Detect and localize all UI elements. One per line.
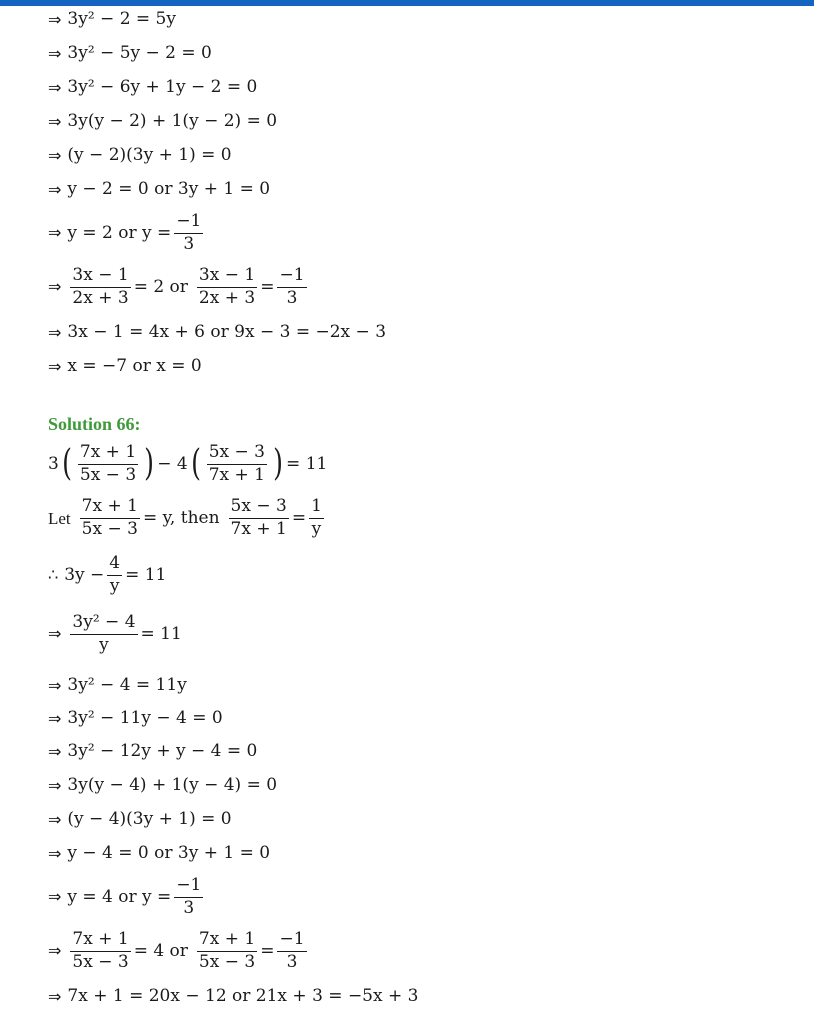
step-line <box>48 181 270 198</box>
fraction <box>80 498 140 539</box>
implies-symbol: ⇒ <box>48 675 62 695</box>
numerator: −1 <box>174 877 203 898</box>
denominator: 2x + 3 <box>198 287 256 308</box>
numerator: 3x − 1 <box>197 267 257 288</box>
equation: y − 4 = 0 or 3y + 1 = 0 <box>67 843 271 863</box>
implies-symbol: ⇒ <box>48 43 62 63</box>
denominator: 7x + 1 <box>230 518 287 539</box>
step-line <box>48 213 206 254</box>
numerator: 5x − 3 <box>229 498 289 519</box>
step-line <box>48 988 418 1005</box>
implies-symbol: ⇒ <box>48 887 62 907</box>
fraction <box>70 267 130 308</box>
equals-sign: = <box>260 940 275 961</box>
denominator: 3 <box>183 897 195 918</box>
implies-symbol: ⇒ <box>48 179 62 199</box>
equation: = 11 <box>140 623 182 644</box>
implies-symbol: ⇒ <box>48 277 62 297</box>
equation: 3y(y − 2) + 1(y − 2) = 0 <box>67 111 278 131</box>
solution-heading: Solution 66: <box>48 414 141 434</box>
implies-symbol: ⇒ <box>48 941 62 961</box>
fraction <box>277 267 306 308</box>
implies-symbol: ⇒ <box>48 986 62 1006</box>
fraction <box>70 614 137 655</box>
step-line <box>48 811 232 828</box>
equation: x = −7 or x = 0 <box>67 356 202 376</box>
fraction <box>70 931 130 972</box>
fraction <box>207 444 267 485</box>
equation: y = 4 or y = <box>67 886 172 907</box>
numerator: 5x − 3 <box>207 444 267 465</box>
equation: = 4 or <box>133 940 188 961</box>
numerator: 7x + 1 <box>80 498 140 519</box>
denominator: 3 <box>286 951 298 972</box>
denominator: 7x + 1 <box>208 464 265 485</box>
step-line <box>48 710 223 727</box>
substitution-line <box>48 498 327 539</box>
step-line <box>48 113 277 130</box>
step-line <box>48 877 206 918</box>
denominator: y <box>109 575 120 596</box>
denominator: 3 <box>286 287 298 308</box>
implies-symbol: ⇒ <box>48 809 62 829</box>
equation: 3y² − 5y − 2 = 0 <box>67 43 212 63</box>
equation: (y − 2)(3y + 1) = 0 <box>67 145 232 165</box>
step-line <box>48 11 176 28</box>
fraction <box>197 267 257 308</box>
denominator: y <box>311 518 322 539</box>
implies-symbol: ⇒ <box>48 843 62 863</box>
denominator: 5x − 3 <box>198 951 256 972</box>
step-line <box>48 743 257 760</box>
step-line <box>48 845 270 862</box>
equation: 3y² − 6y + 1y − 2 = 0 <box>67 77 258 97</box>
equation: = 2 or <box>133 276 188 297</box>
equation: 3y² − 4 = 11y <box>67 675 187 695</box>
fraction <box>309 498 324 539</box>
equals-sign: = <box>260 276 275 297</box>
step-line <box>48 614 182 655</box>
fraction <box>229 498 289 539</box>
denominator: 2x + 3 <box>72 287 129 308</box>
numerator: 3y² − 4 <box>70 614 137 635</box>
implies-symbol: ⇒ <box>48 111 62 131</box>
equation: 7x + 1 = 20x − 12 or 21x + 3 = −5x + 3 <box>67 986 419 1006</box>
step-line <box>48 79 257 96</box>
implies-symbol: ⇒ <box>48 77 62 97</box>
equation: 3y² − 2 = 5y <box>67 9 176 29</box>
implies-symbol: ⇒ <box>48 741 62 761</box>
fraction <box>174 877 203 918</box>
numerator: 4 <box>107 555 122 576</box>
step-line <box>48 147 232 164</box>
step-line <box>48 45 212 62</box>
equation: = 11 <box>286 453 328 474</box>
fraction <box>78 444 138 485</box>
fraction <box>277 931 306 972</box>
denominator: 5x − 3 <box>81 518 138 539</box>
implies-symbol: ⇒ <box>48 223 62 243</box>
step-line <box>48 324 386 341</box>
numerator: −1 <box>174 213 203 234</box>
implies-symbol: ⇒ <box>48 624 62 644</box>
denominator: 5x − 3 <box>72 951 129 972</box>
implies-symbol: ⇒ <box>48 356 62 376</box>
numerator: −1 <box>277 267 306 288</box>
fraction <box>197 931 257 972</box>
let-word: Let <box>48 508 71 528</box>
implies-symbol: ⇒ <box>48 775 62 795</box>
denominator: y <box>99 634 109 655</box>
equation: (y − 4)(3y + 1) = 0 <box>67 809 232 829</box>
equation: y = 2 or y = <box>67 222 172 243</box>
equation: = 11 <box>125 564 167 585</box>
step-line <box>48 777 277 794</box>
step-line <box>48 555 166 596</box>
fraction <box>174 213 203 254</box>
numerator: 7x + 1 <box>197 931 257 952</box>
fraction <box>107 555 122 596</box>
implies-symbol: ⇒ <box>48 322 62 342</box>
equation: = y, then <box>142 507 220 528</box>
numerator: 7x + 1 <box>78 444 138 465</box>
therefore-symbol: ∴ <box>48 565 59 585</box>
numerator: 3x − 1 <box>70 267 130 288</box>
equation: 3y − <box>64 564 105 585</box>
coefficient: 3 <box>48 453 59 474</box>
equation: 3y² − 11y − 4 = 0 <box>67 708 223 728</box>
implies-symbol: ⇒ <box>48 145 62 165</box>
step-line <box>48 358 202 375</box>
numerator: 1 <box>309 498 324 519</box>
equation: 3y² − 12y + y − 4 = 0 <box>67 741 258 761</box>
denominator: 3 <box>183 233 195 254</box>
denominator: 5x − 3 <box>79 464 137 485</box>
equation: 3x − 1 = 4x + 6 or 9x − 3 = −2x − 3 <box>67 322 387 342</box>
equals-sign: = <box>291 507 307 528</box>
numerator: −1 <box>277 931 306 952</box>
numerator: 7x + 1 <box>70 931 130 952</box>
implies-symbol: ⇒ <box>48 708 62 728</box>
equation: 3y(y − 4) + 1(y − 4) = 0 <box>67 775 278 795</box>
operator: − 4 <box>157 453 188 474</box>
step-line <box>48 931 310 972</box>
implies-symbol: ⇒ <box>48 9 62 29</box>
step-line <box>48 267 310 308</box>
equation: y − 2 = 0 or 3y + 1 = 0 <box>67 179 271 199</box>
step-line <box>48 677 187 694</box>
question-equation: 3 ( $\frac{7x + 1}{5x - 3}$ ) − 4 ( $\frac{5x - 3}{7x + 1}$ ) = 11 <box>48 442 328 485</box>
top-accent-bar <box>0 0 814 6</box>
